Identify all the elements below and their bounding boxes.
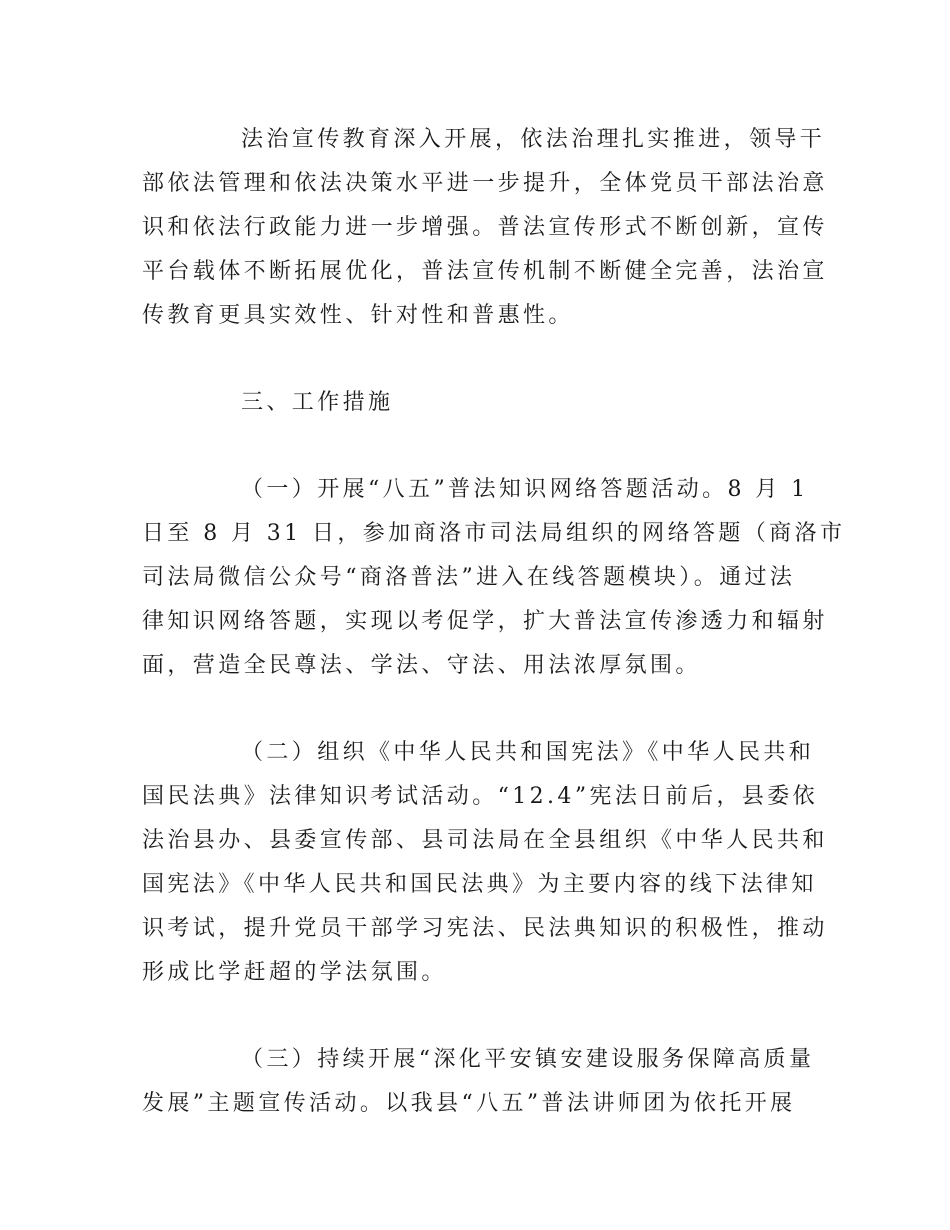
- measure-1-line-4: 律知识网络答题，实现以考促学，扩大普法宣传渗透力和辐射: [142, 609, 828, 634]
- measure-2-line-4: 国宪法》《中华人民共和国民法典》为主要内容的线下法律知: [142, 872, 817, 897]
- measure-1-line-5: 面，营造全民尊法、学法、守法、用法浓厚氛围。: [142, 653, 701, 678]
- measure-3-line-2: 发展”主题宣传活动。以我县“八五”普法讲师团为依托开展: [142, 1091, 796, 1116]
- paragraph-1-line-5: 传教育更具实效性、针对性和普惠性。: [142, 303, 574, 328]
- measure-2-line-3: 法治县办、县委宣传部、县司法局在全县组织《中华人民共和: [142, 828, 828, 853]
- measure-2-line-5: 识考试，提升党员干部学习宪法、民法典知识的积极性，推动: [142, 916, 828, 941]
- measure-1-line-1: （一）开展“八五”普法知识网络答题活动。8 月 1: [241, 477, 809, 502]
- paragraph-1-line-4: 平台载体不断拓展优化，普法宣传机制不断健全完善，法治宣: [142, 259, 828, 284]
- measure-3-line-1: （三）持续开展“深化平安镇安建设服务保障高质量: [241, 1047, 815, 1072]
- measure-2-line-2: 国民法典》法律知识考试活动。“12.4”宪法日前后，县委依: [142, 784, 819, 809]
- paragraph-1-line-1: 法治宣传教育深入开展，依法治理扎实推进，领导干: [241, 127, 826, 152]
- measure-2-line-1: （二）组织《中华人民共和国宪法》《中华人民共和: [241, 740, 815, 765]
- section-heading: 三、工作措施: [241, 390, 394, 415]
- measure-1-line-2: 日至 8 月 31 日，参加商洛市司法局组织的网络答题（商洛市: [142, 521, 846, 546]
- measure-2-line-6: 形成比学赶超的学法氛围。: [142, 960, 447, 985]
- paragraph-1-line-2: 部依法管理和依法决策水平进一步提升，全体党员干部法治意: [142, 171, 828, 196]
- measure-1-line-3: 司法局微信公众号“商洛普法”进入在线答题模块）。通过法: [142, 565, 796, 590]
- paragraph-1-line-3: 识和依法行政能力进一步增强。普法宣传形式不断创新，宣传: [142, 215, 828, 240]
